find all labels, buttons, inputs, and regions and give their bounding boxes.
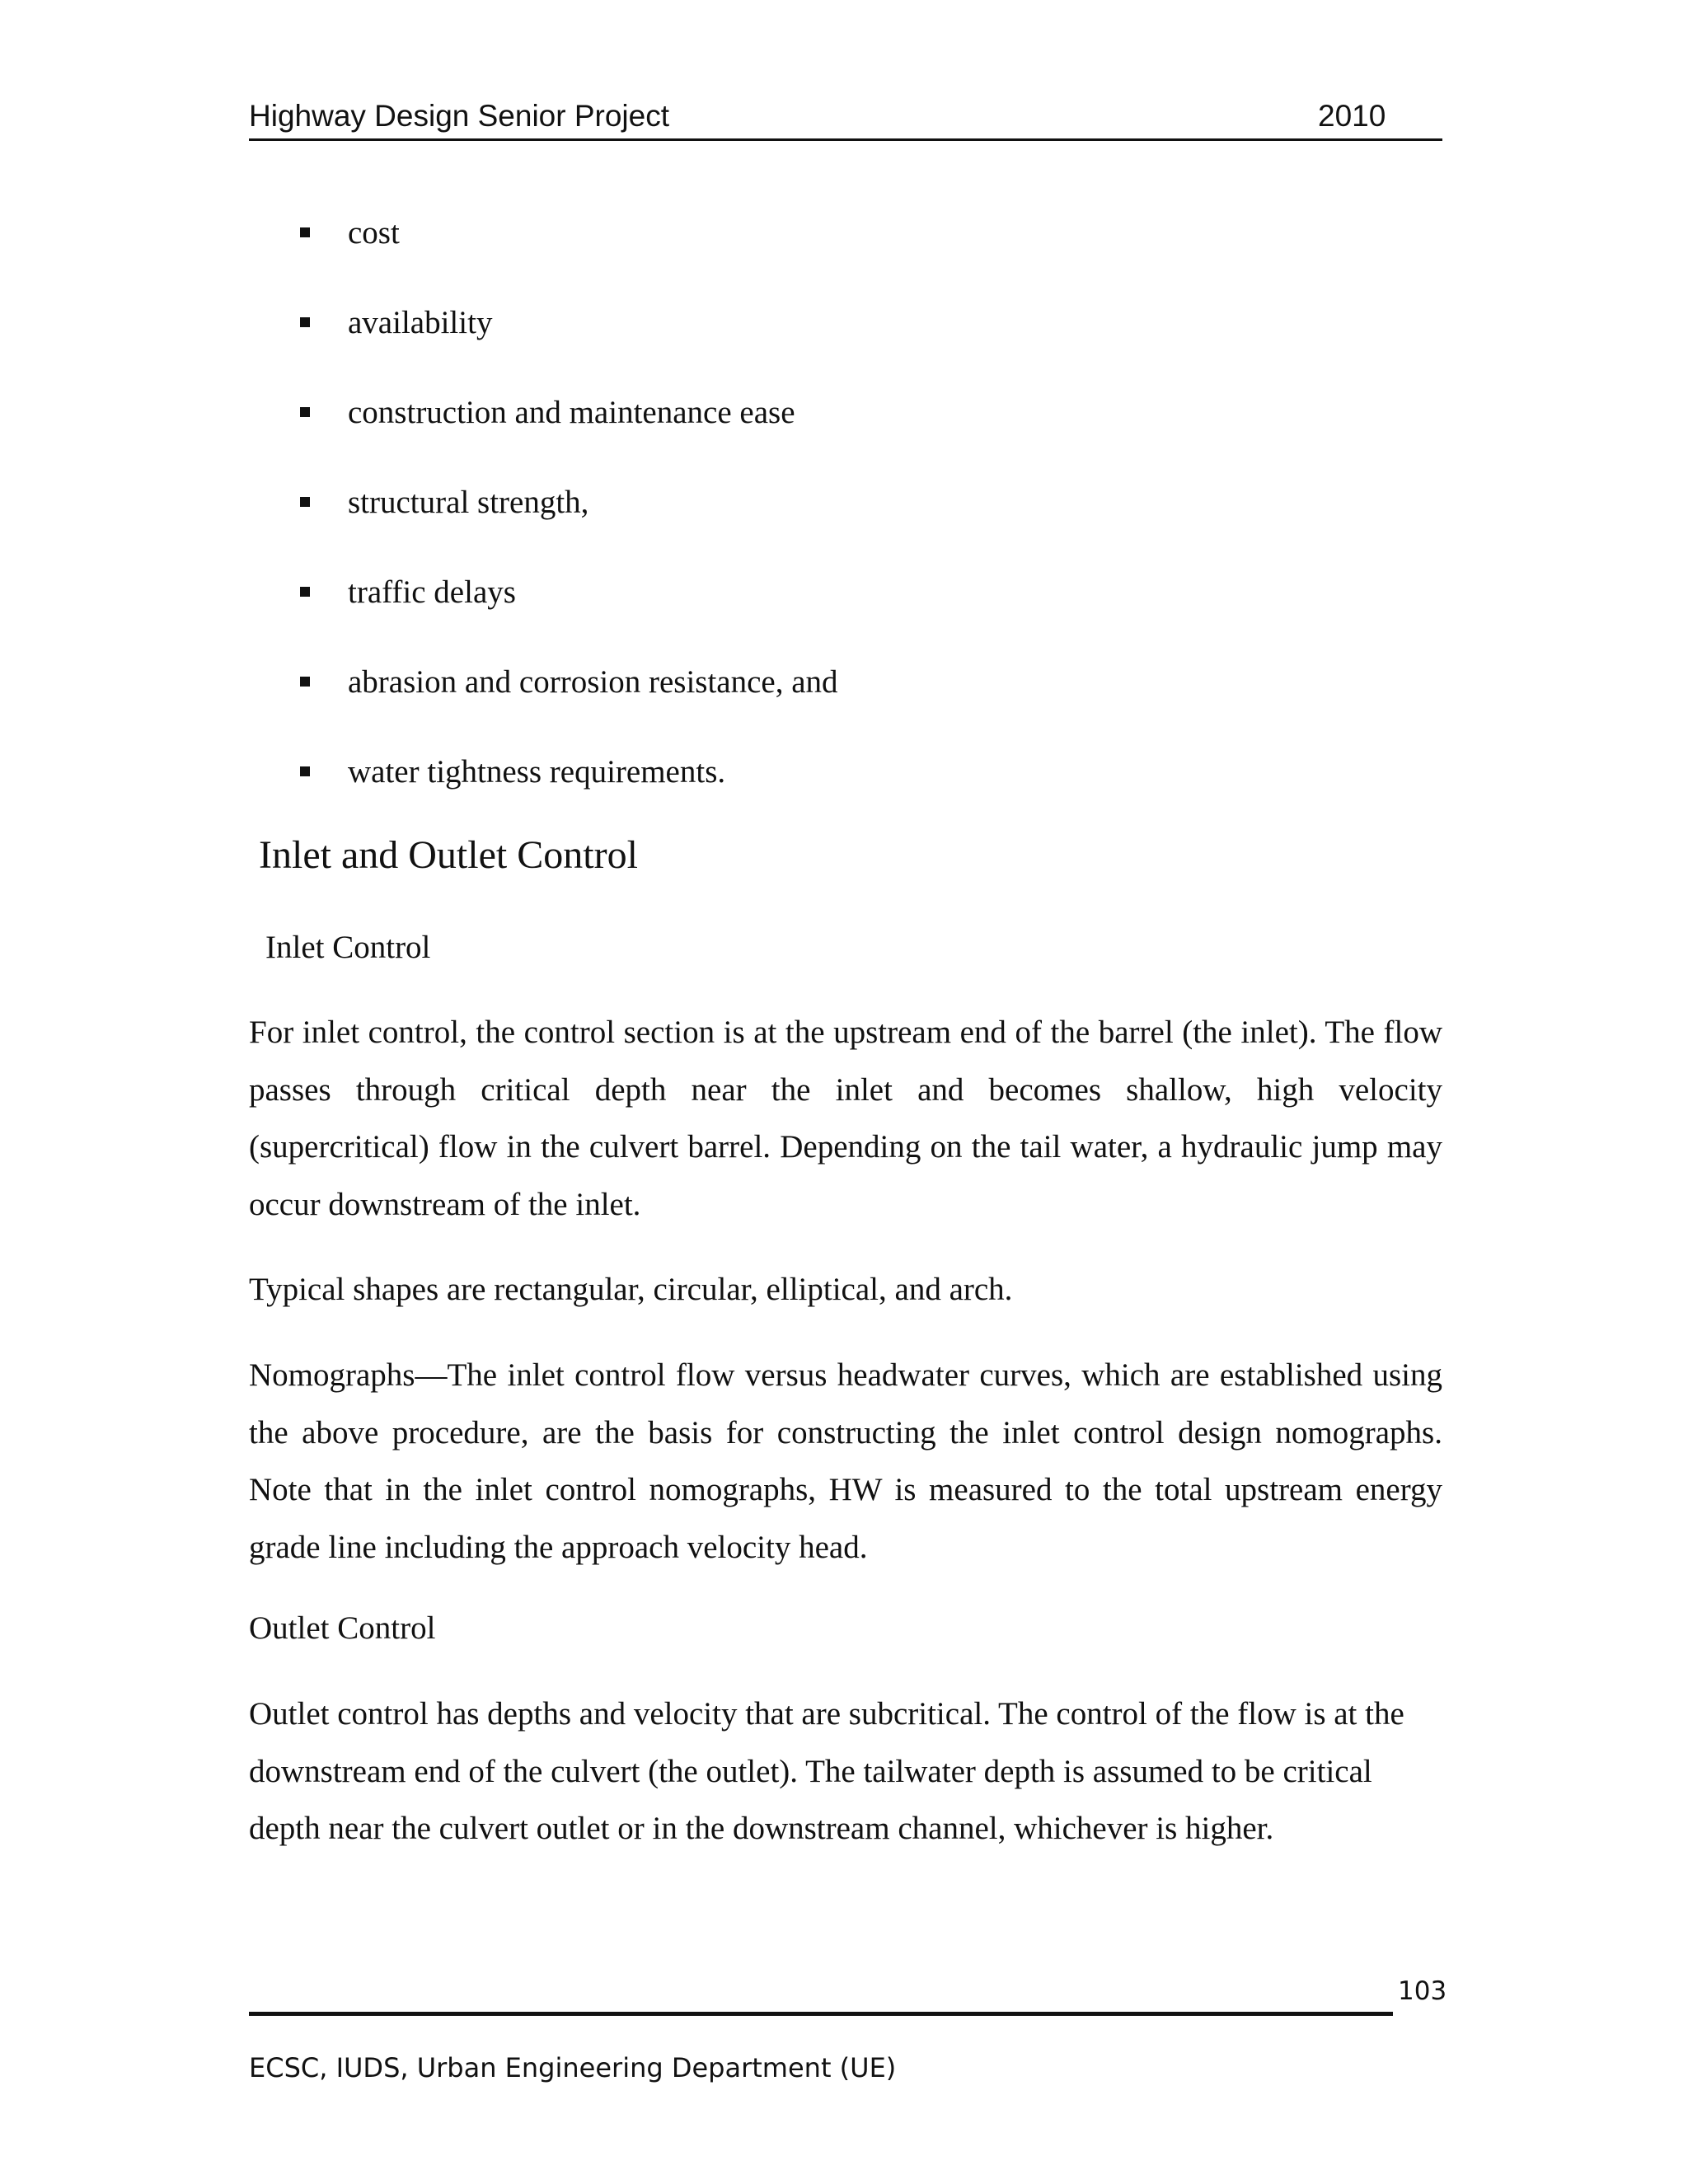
list-item-text: cost: [348, 215, 400, 251]
header-year: 2010: [1318, 99, 1386, 133]
list-item: [249, 567, 1442, 657]
list-item: [249, 298, 1442, 387]
list-item-text: availability: [348, 305, 493, 340]
section-heading: Inlet and Outlet Control: [259, 833, 638, 877]
list-item-text: abrasion and corrosion resistance, and: [348, 664, 838, 700]
footer-divider: [249, 2012, 1393, 2016]
square-bullet-icon: [300, 677, 310, 687]
footer-text: ECSC, IUDS, Urban Engineering Department (UE): [249, 2052, 897, 2083]
list-item: [249, 387, 1442, 477]
square-bullet-icon: [300, 766, 310, 776]
list-item: [249, 208, 1442, 298]
page-header: [249, 97, 1442, 141]
square-bullet-icon: [300, 227, 310, 237]
list-item-text: construction and maintenance ease: [348, 395, 795, 430]
header-title: Highway Design Senior Project: [249, 99, 670, 133]
list-item-text: water tightness requirements.: [348, 754, 726, 790]
inlet-paragraph-nomographs: Nomographs—The inlet control flow versus headwater curves, which are established using the above procedure, are the basis for constructing the inlet control design nomographs. Note that in the inlet control nomographs, HW is measured to the total upstream energy grade line including the approach velocity head.: [249, 1357, 1442, 1565]
list-item: [249, 747, 1442, 837]
outlet-paragraph-definition: Outlet control has depths and velocity that are subcritical. The control of the flow is at the downstream end of the culvert (the outlet). The tailwater depth is assumed to be critical depth near the culvert outlet or in the downstream channel, whichever is higher.: [249, 1696, 1404, 1846]
list-item-text: traffic delays: [348, 574, 516, 610]
list-item: [249, 657, 1442, 747]
inlet-paragraph-shapes: Typical shapes are rectangular, circular, elliptical, and arch.: [249, 1272, 1013, 1307]
square-bullet-icon: [300, 497, 310, 507]
criteria-list: [249, 208, 1442, 837]
square-bullet-icon: [300, 407, 310, 417]
square-bullet-icon: [300, 317, 310, 327]
inlet-control-heading: Inlet Control: [265, 930, 431, 965]
page-number: 103: [1398, 1976, 1447, 2006]
list-item: [249, 477, 1442, 567]
outlet-control-heading: Outlet Control: [249, 1610, 436, 1646]
list-item-text: structural strength,: [348, 485, 589, 520]
inlet-paragraph-definition: For inlet control, the control section is at the upstream end of the barrel (the inlet). The flow passes through critical depth near the inlet and becomes shallow, high velocity (supercritical) flow in the culvert barrel. Depending on the tail water, a hydraulic jump may occur downstream of the inlet.: [249, 1015, 1442, 1222]
square-bullet-icon: [300, 587, 310, 597]
